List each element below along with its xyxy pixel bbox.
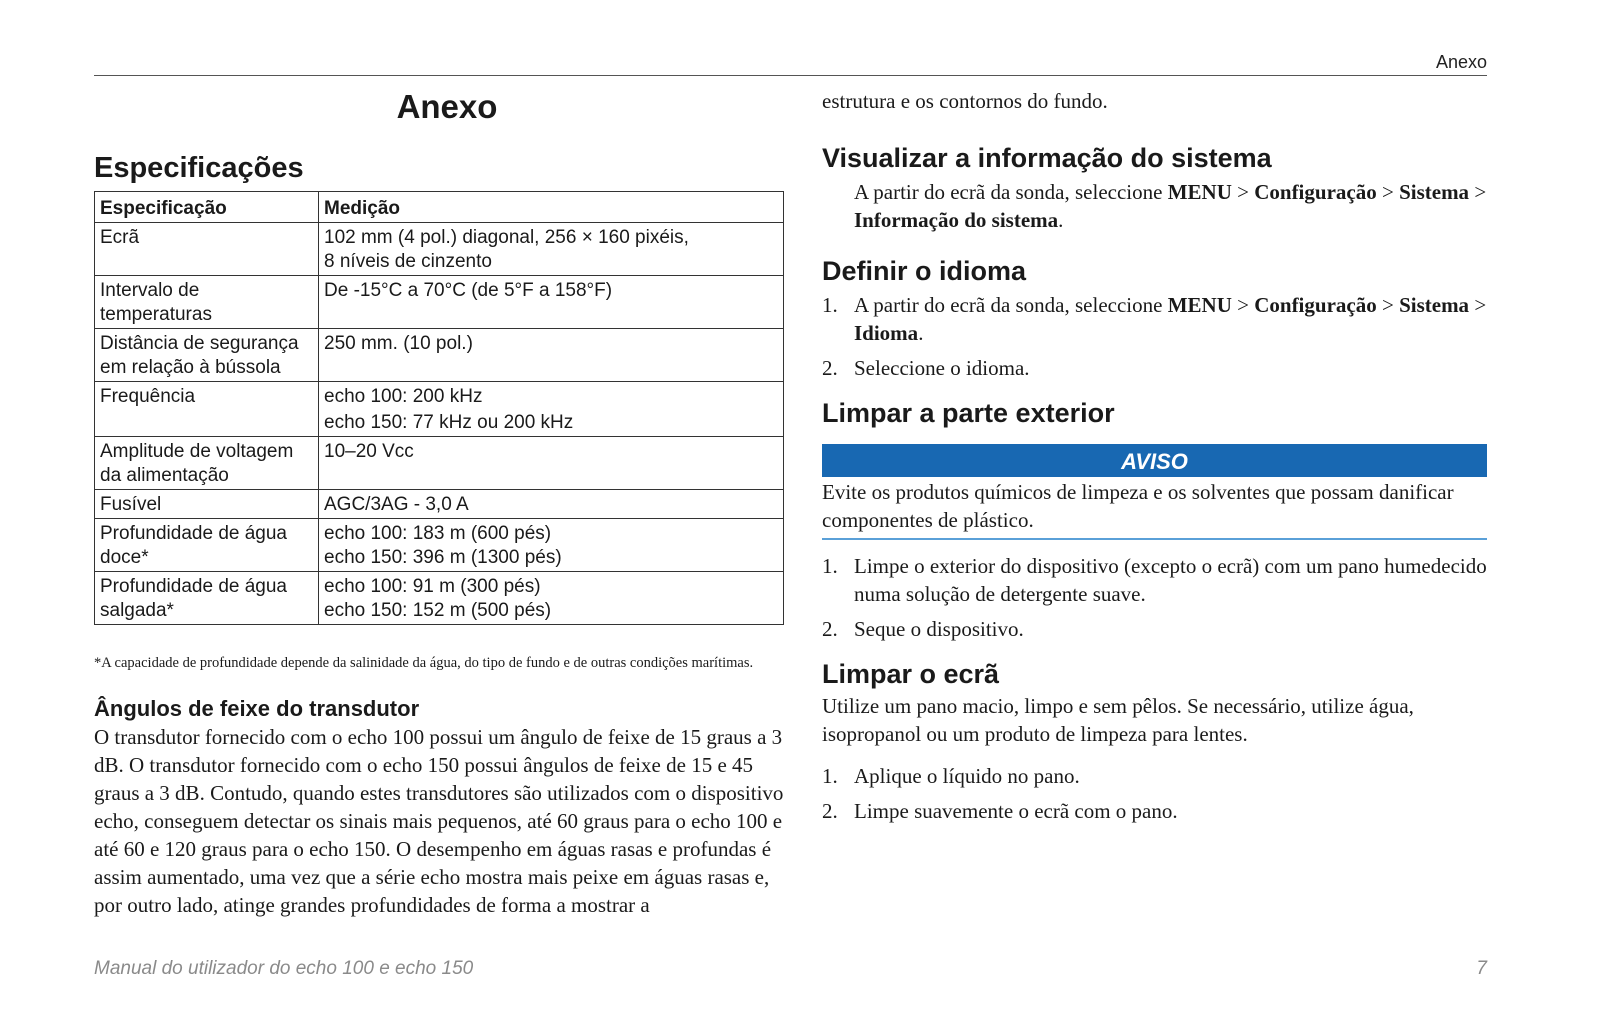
menu-path-item: Configuração: [1254, 293, 1377, 317]
spec-value-cell: [319, 490, 784, 519]
spec-value-line: echo 100: 200 kHz: [324, 386, 483, 407]
table-footnote: *A capacidade de profundidade depende da salinidade da água, do tipo de fundo e de outras condições marítimas.: [94, 655, 754, 671]
spec-value-line: echo 150: 77 kHz ou 200 kHz: [324, 412, 574, 433]
list-item: [822, 552, 1487, 608]
list-item: [822, 797, 1487, 825]
page-number: 7: [1476, 958, 1487, 979]
menu-path-item: Sistema: [1399, 180, 1470, 204]
clean-exterior-heading: Limpar a parte exterior: [822, 398, 1115, 428]
spec-value-line: echo 100: 91 m (300 pés): [324, 576, 541, 597]
table-row: [95, 519, 784, 572]
beam-angles-heading: Ângulos de feixe do transdutor: [94, 696, 420, 721]
path-separator: >: [1231, 293, 1255, 317]
continuation-text: estrutura e os contornos do fundo.: [822, 89, 1108, 113]
spec-value-line: echo 150: 152 m (500 pés): [324, 600, 552, 621]
step-number: 1.: [822, 764, 838, 788]
path-separator: >: [1231, 180, 1255, 204]
menu-path-item: MENU: [1167, 180, 1232, 204]
spec-value-cell: [319, 382, 784, 437]
step-text: Limpe suavemente o ecrã com o pano.: [854, 799, 1178, 823]
clean-exterior-steps: [822, 552, 1487, 643]
specifications-table: [94, 191, 784, 625]
table-header-cell: Especificação: [95, 192, 319, 223]
spec-value-cell: [319, 223, 784, 276]
clean-screen-heading: Limpar o ecrã: [822, 659, 1000, 689]
step-number: 2.: [822, 356, 838, 380]
table-header-row: [95, 192, 784, 223]
spec-value-line: 8 níveis de cinzento: [324, 251, 492, 272]
table-header-cell: Medição: [319, 192, 784, 223]
step-text: Aplique o líquido no pano.: [854, 764, 1080, 788]
clean-screen-intro: Utilize um pano macio, limpo e sem pêlos. Se necessário, utilize água, isopropanol ou um produto de limpeza para lentes.: [822, 694, 1414, 746]
step-text: Seque o dispositivo.: [854, 617, 1024, 641]
path-separator: >: [1376, 180, 1400, 204]
spec-name-cell: Distância de segurança em relação à bússola: [95, 329, 319, 382]
notice-label: AVISO: [822, 444, 1487, 477]
step-number: 1.: [822, 554, 838, 578]
instruction-text: A partir do ecrã da sonda, seleccione: [854, 180, 1168, 204]
menu-path-item: Configuração: [1254, 180, 1377, 204]
table-row: [95, 223, 784, 276]
spec-value-line: AGC/3AG - 3,0 A: [324, 494, 469, 515]
step-text: Limpe o exterior do dispositivo (excepto o ecrã) com um pano humedecido numa solução de detergente suave.: [854, 554, 1487, 606]
spec-name-cell: Frequência: [95, 382, 319, 437]
system-info-heading: Visualizar a informação do sistema: [822, 143, 1272, 173]
spec-value-line: De -15°C a 70°C (de 5°F a 158°F): [324, 280, 613, 301]
step-text: Seleccione o idioma.: [854, 356, 1030, 380]
spec-value-line: 10–20 Vcc: [324, 441, 414, 462]
spec-name-cell: Intervalo de temperaturas: [95, 276, 319, 329]
menu-path-item: Sistema: [1399, 293, 1470, 317]
spec-name-cell: Profundidade de água salgada*: [95, 572, 319, 625]
list-item: [822, 615, 1487, 643]
spec-value-cell: [319, 519, 784, 572]
menu-path-item: MENU: [1167, 293, 1232, 317]
table-row: [95, 437, 784, 490]
notice-box: [822, 444, 1487, 540]
spec-name-cell: Amplitude de voltagem da alimentação: [95, 437, 319, 490]
language-steps: [822, 291, 1487, 382]
instruction-end: .: [1058, 208, 1064, 232]
step-number: 2.: [822, 617, 838, 641]
step-number: 2.: [822, 799, 838, 823]
spec-name-cell: Ecrã: [95, 223, 319, 276]
spec-value-cell: [319, 276, 784, 329]
path-separator: >: [1469, 180, 1487, 204]
table-row: [95, 382, 784, 437]
spec-value-line: echo 150: 396 m (1300 pés): [324, 547, 562, 568]
notice-body: [822, 478, 1487, 540]
system-info-instruction: [822, 178, 1487, 234]
path-separator: >: [1376, 293, 1400, 317]
clean-screen-steps: [822, 762, 1487, 825]
spec-value-line: 250 mm. (10 pol.): [324, 333, 473, 354]
footer-manual-title: Manual do utilizador do echo 100 e echo 150: [94, 958, 474, 979]
instruction-text: A partir do ecrã da sonda, seleccione: [854, 293, 1168, 317]
instruction-end: .: [918, 321, 924, 345]
spec-value-cell: [319, 572, 784, 625]
menu-path-item: Informação do sistema: [854, 208, 1059, 232]
chapter-title: Anexo: [396, 88, 498, 125]
right-column: [822, 86, 1487, 832]
spec-value-line: echo 100: 183 m (600 pés): [324, 523, 552, 544]
spec-value-cell: [319, 437, 784, 490]
spec-value-cell: [319, 329, 784, 382]
left-column: [94, 86, 786, 919]
beam-angles-paragraph: O transdutor fornecido com o echo 100 possui um ângulo de feixe de 15 graus a 3 dB. O transdutor fornecido com o echo 150 possui ângulos de feixe de 15 e 45 graus a 3 dB. Contudo, quando estes transdutores são utilizados com o dispositivo echo, conseguem detectar os sinais mais pequenos, até 60 graus para o echo 100 e até 60 e 120 graus para o echo 150. O desempenho em águas rasas e profundas é assim aumentado, uma vez que a série echo mostra mais peixe em águas rasas e, por outro lado, atinge grandes profundidades de forma a mostrar a: [94, 725, 784, 917]
path-separator: >: [1469, 293, 1487, 317]
step-number: 1.: [822, 293, 838, 317]
table-row: [95, 572, 784, 625]
running-header: Anexo: [1435, 52, 1487, 72]
list-item: [822, 762, 1487, 790]
table-row: [95, 490, 784, 519]
spec-name-cell: Profundidade de água doce*: [95, 519, 319, 572]
spec-value-line: 102 mm (4 pol.) diagonal, 256 × 160 pixéis,: [324, 227, 689, 248]
specifications-heading: Especificações: [94, 152, 304, 184]
spec-name-cell: Fusível: [95, 490, 319, 519]
list-item: [822, 291, 1487, 347]
language-heading: Definir o idioma: [822, 256, 1027, 286]
step-text: [854, 291, 1487, 347]
header-rule: [94, 75, 1487, 76]
table-row: [95, 329, 784, 382]
table-row: [95, 276, 784, 329]
menu-path-item: Idioma: [854, 321, 919, 345]
notice-text: Evite os produtos químicos de limpeza e os solventes que possam danificar componentes de plástico.: [822, 480, 1454, 532]
list-item: [822, 354, 1487, 382]
